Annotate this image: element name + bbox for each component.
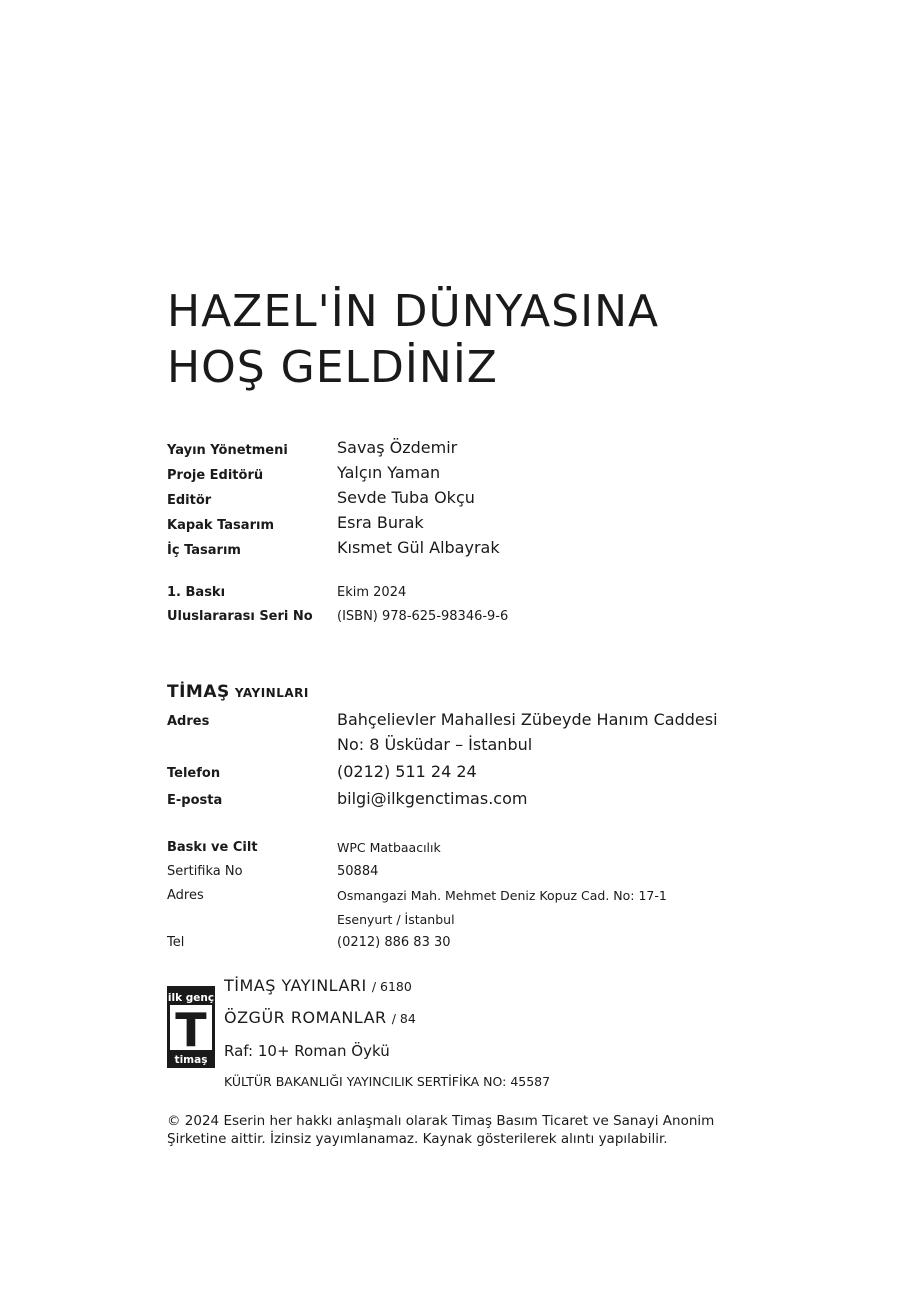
copyright-line-1: © 2024 Eserin her hakkı anlaşmalı olarak Timaş Basım Ticaret ve Sanayi Anonim [167, 1113, 715, 1129]
certificate-label: Sertifika No [167, 864, 243, 879]
series-publisher: TİMAŞ YAYINLARI [224, 976, 367, 995]
printing-address-line-1: Osmangazi Mah. Mehmet Deniz Kopuz Cad. No: 17-1 [337, 888, 667, 903]
credit-value: Savaş Özdemir [337, 438, 458, 457]
ministry-line [224, 1071, 550, 1090]
credit-label: Yayın Yönetmeni [167, 443, 288, 458]
shelf-category: Raf: 10+ Roman Öykü [224, 1042, 390, 1060]
email-label: E-posta [167, 793, 223, 808]
email-value: bilgi@ilkgenctimas.com [337, 789, 528, 808]
ilk-genc-timas-logo [167, 986, 215, 1068]
book-title [167, 284, 659, 396]
copyright-line-2: Şirketine aittir. İzinsiz yayımlanamaz. Kaynak gösterilerek alıntı yapılabilir. [167, 1131, 668, 1147]
phone-label: Telefon [167, 766, 221, 781]
printing-label: Baskı ve Cilt [167, 840, 258, 855]
publisher-brand: TİMAŞ [167, 682, 230, 702]
credit-value: Kısmet Gül Albayrak [337, 538, 500, 557]
address-line-1: Bahçelievler Mahallesi Zübeyde Hanım Caddesi [337, 710, 718, 729]
printing-address-line-2: Esenyurt / İstanbul [337, 912, 455, 927]
certificate-value: 50884 [337, 864, 379, 879]
copyright-notice [167, 1112, 767, 1148]
isbn-value: (ISBN) 978-625-98346-9-6 [337, 609, 509, 624]
title-line-2: HOŞ GELDİNİZ [167, 342, 498, 393]
edition-value: Ekim 2024 [337, 585, 407, 600]
series-publisher-number: / 6180 [371, 979, 412, 994]
credit-value: Esra Burak [337, 513, 424, 532]
logo-bottom-text: timaş [174, 1054, 208, 1066]
credit-label: İç Tasarım [167, 543, 241, 558]
phone-value: (0212) 511 24 24 [337, 762, 477, 781]
shelf-line [224, 1041, 390, 1060]
credit-label: Editör [167, 493, 212, 508]
series-collection: ÖZGÜR ROMANLAR [224, 1008, 387, 1027]
series-publisher-line [224, 976, 412, 995]
address-label: Adres [167, 714, 210, 729]
printing-value: WPC Matbaacılık [337, 840, 441, 855]
logo-top-text: ilk genç [167, 992, 215, 1004]
edition-label: 1. Baskı [167, 585, 226, 600]
series-collection-line [224, 1008, 416, 1027]
credit-value: Sevde Tuba Okçu [337, 488, 475, 507]
ministry-certificate: KÜLTÜR BAKANLIĞI YAYINCILIK SERTİFİKA NO: 45587 [224, 1074, 551, 1089]
printing-tel-label: Tel [167, 935, 185, 950]
series-collection-number: / 84 [391, 1011, 416, 1026]
publisher-name [167, 682, 309, 702]
address-line-2: No: 8 Üsküdar – İstanbul [337, 735, 533, 754]
publisher-suffix: YAYINLARI [234, 686, 309, 700]
printing-tel-value: (0212) 886 83 30 [337, 935, 451, 950]
isbn-label: Uluslararası Seri No [167, 609, 313, 624]
title-line-1: HAZEL'İN DÜNYASINA [167, 286, 660, 337]
printing-address-label: Adres [167, 888, 204, 903]
logo-letter: T [175, 1003, 207, 1057]
credit-label: Proje Editörü [167, 468, 264, 483]
credit-value: Yalçın Yaman [337, 463, 441, 482]
credit-label: Kapak Tasarım [167, 518, 274, 533]
